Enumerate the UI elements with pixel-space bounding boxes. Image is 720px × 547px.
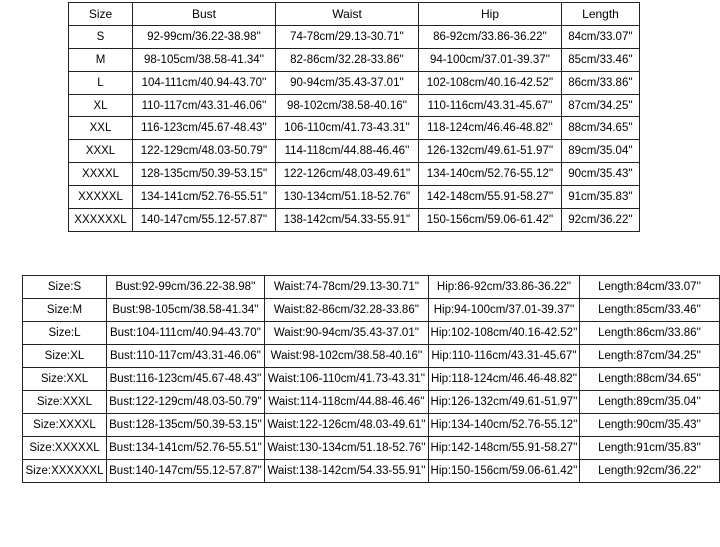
hip-cell: Hip:150-156cm/59.06-61.42''	[429, 460, 580, 483]
size-cell: Size:M	[23, 299, 107, 322]
bust-cell: 104-111cm/40.94-43.70''	[133, 71, 276, 94]
waist-cell: 98-102cm/38.58-40.16''	[276, 94, 419, 117]
hip-cell: 102-108cm/40.16-42.52''	[419, 71, 562, 94]
length-cell: 91cm/35.83''	[562, 186, 640, 209]
table-row	[23, 414, 720, 437]
hip-cell: 94-100cm/37.01-39.37''	[419, 48, 562, 71]
hip-cell: Hip:86-92cm/33.86-36.22''	[429, 276, 580, 299]
table-row	[69, 94, 640, 117]
length-cell: 90cm/35.43''	[562, 163, 640, 186]
bust-cell: 134-141cm/52.76-55.51''	[133, 186, 276, 209]
bust-cell: Bust:140-147cm/55.12-57.87''	[107, 460, 265, 483]
waist-cell: Waist:130-134cm/51.18-52.76''	[265, 437, 429, 460]
waist-cell: 130-134cm/51.18-52.76''	[276, 186, 419, 209]
hip-cell: 142-148cm/55.91-58.27''	[419, 186, 562, 209]
length-cell: 92cm/36.22''	[562, 209, 640, 232]
waist-cell: 122-126cm/48.03-49.61''	[276, 163, 419, 186]
bust-cell: Bust:122-129cm/48.03-50.79''	[107, 391, 265, 414]
size-chart-labeled-table	[22, 275, 720, 483]
bust-cell: 122-129cm/48.03-50.79''	[133, 140, 276, 163]
length-cell: Length:88cm/34.65''	[580, 368, 720, 391]
size-cell: Size:XL	[23, 345, 107, 368]
waist-cell: 74-78cm/29.13-30.71''	[276, 25, 419, 48]
length-cell: 84cm/33.07''	[562, 25, 640, 48]
header-waist: Waist	[276, 3, 419, 26]
size-cell: XXXXXXL	[69, 209, 133, 232]
table-row	[23, 299, 720, 322]
table-header-row	[69, 3, 640, 26]
table-row	[69, 25, 640, 48]
waist-cell: Waist:114-118cm/44.88-46.46''	[265, 391, 429, 414]
bust-cell: Bust:116-123cm/45.67-48.43''	[107, 368, 265, 391]
size-cell: XXXXL	[69, 163, 133, 186]
length-cell: Length:92cm/36.22''	[580, 460, 720, 483]
table-row	[23, 437, 720, 460]
hip-cell: Hip:94-100cm/37.01-39.37''	[429, 299, 580, 322]
hip-cell: Hip:118-124cm/46.46-48.82''	[429, 368, 580, 391]
size-cell: L	[69, 71, 133, 94]
header-length: Length	[562, 3, 640, 26]
waist-cell: 106-110cm/41.73-43.31''	[276, 117, 419, 140]
table-row	[69, 140, 640, 163]
hip-cell: 134-140cm/52.76-55.12''	[419, 163, 562, 186]
size-chart-table	[68, 2, 640, 232]
size-cell: XXXL	[69, 140, 133, 163]
length-cell: Length:89cm/35.04''	[580, 391, 720, 414]
bust-cell: 110-117cm/43.31-46.06''	[133, 94, 276, 117]
hip-cell: 150-156cm/59.06-61.42''	[419, 209, 562, 232]
table-row	[69, 186, 640, 209]
length-cell: 89cm/35.04''	[562, 140, 640, 163]
length-cell: Length:86cm/33.86''	[580, 322, 720, 345]
size-cell: XL	[69, 94, 133, 117]
bust-cell: 116-123cm/45.67-48.43''	[133, 117, 276, 140]
length-cell: Length:90cm/35.43''	[580, 414, 720, 437]
table-row	[23, 322, 720, 345]
table-row	[23, 368, 720, 391]
hip-cell: Hip:134-140cm/52.76-55.12''	[429, 414, 580, 437]
bust-cell: Bust:128-135cm/50.39-53.15''	[107, 414, 265, 437]
bust-cell: 128-135cm/50.39-53.15''	[133, 163, 276, 186]
table-row	[23, 391, 720, 414]
length-cell: Length:91cm/35.83''	[580, 437, 720, 460]
hip-cell: 126-132cm/49.61-51.97''	[419, 140, 562, 163]
size-cell: Size:L	[23, 322, 107, 345]
size-cell: Size:XXXL	[23, 391, 107, 414]
length-cell: Length:87cm/34.25''	[580, 345, 720, 368]
header-size: Size	[69, 3, 133, 26]
size-cell: Size:XXXXL	[23, 414, 107, 437]
hip-cell: 110-116cm/43.31-45.67''	[419, 94, 562, 117]
bust-cell: 92-99cm/36.22-38.98''	[133, 25, 276, 48]
waist-cell: Waist:82-86cm/32.28-33.86''	[265, 299, 429, 322]
size-cell: Size:XXXXXL	[23, 437, 107, 460]
waist-cell: Waist:90-94cm/35.43-37.01''	[265, 322, 429, 345]
table-row	[69, 117, 640, 140]
bust-cell: 98-105cm/38.58-41.34''	[133, 48, 276, 71]
size-cell: Size:S	[23, 276, 107, 299]
table-row	[23, 345, 720, 368]
length-cell: 85cm/33.46''	[562, 48, 640, 71]
waist-cell: 114-118cm/44.88-46.46''	[276, 140, 419, 163]
hip-cell: Hip:102-108cm/40.16-42.52''	[429, 322, 580, 345]
waist-cell: 138-142cm/54.33-55.91''	[276, 209, 419, 232]
size-cell: M	[69, 48, 133, 71]
length-cell: 87cm/34.25''	[562, 94, 640, 117]
table-row	[69, 48, 640, 71]
waist-cell: 82-86cm/32.28-33.86''	[276, 48, 419, 71]
table-row	[23, 276, 720, 299]
hip-cell: Hip:142-148cm/55.91-58.27''	[429, 437, 580, 460]
hip-cell: 86-92cm/33.86-36.22''	[419, 25, 562, 48]
table-row	[69, 163, 640, 186]
bust-cell: Bust:92-99cm/36.22-38.98''	[107, 276, 265, 299]
length-cell: Length:85cm/33.46''	[580, 299, 720, 322]
waist-cell: Waist:98-102cm/38.58-40.16''	[265, 345, 429, 368]
table-row	[69, 71, 640, 94]
header-hip: Hip	[419, 3, 562, 26]
header-bust: Bust	[133, 3, 276, 26]
size-cell: XXXXXL	[69, 186, 133, 209]
hip-cell: Hip:126-132cm/49.61-51.97''	[429, 391, 580, 414]
waist-cell: Waist:74-78cm/29.13-30.71''	[265, 276, 429, 299]
waist-cell: Waist:122-126cm/48.03-49.61''	[265, 414, 429, 437]
bust-cell: 140-147cm/55.12-57.87''	[133, 209, 276, 232]
bust-cell: Bust:104-111cm/40.94-43.70''	[107, 322, 265, 345]
size-cell: S	[69, 25, 133, 48]
table-row	[23, 460, 720, 483]
bust-cell: Bust:98-105cm/38.58-41.34''	[107, 299, 265, 322]
bust-cell: Bust:134-141cm/52.76-55.51''	[107, 437, 265, 460]
length-cell: 88cm/34.65''	[562, 117, 640, 140]
size-cell: Size:XXXXXXL	[23, 460, 107, 483]
size-cell: XXL	[69, 117, 133, 140]
length-cell: Length:84cm/33.07''	[580, 276, 720, 299]
table-row	[69, 209, 640, 232]
waist-cell: Waist:138-142cm/54.33-55.91''	[265, 460, 429, 483]
waist-cell: Waist:106-110cm/41.73-43.31''	[265, 368, 429, 391]
hip-cell: 118-124cm/46.46-48.82''	[419, 117, 562, 140]
waist-cell: 90-94cm/35.43-37.01''	[276, 71, 419, 94]
bust-cell: Bust:110-117cm/43.31-46.06''	[107, 345, 265, 368]
hip-cell: Hip:110-116cm/43.31-45.67''	[429, 345, 580, 368]
length-cell: 86cm/33.86''	[562, 71, 640, 94]
size-cell: Size:XXL	[23, 368, 107, 391]
